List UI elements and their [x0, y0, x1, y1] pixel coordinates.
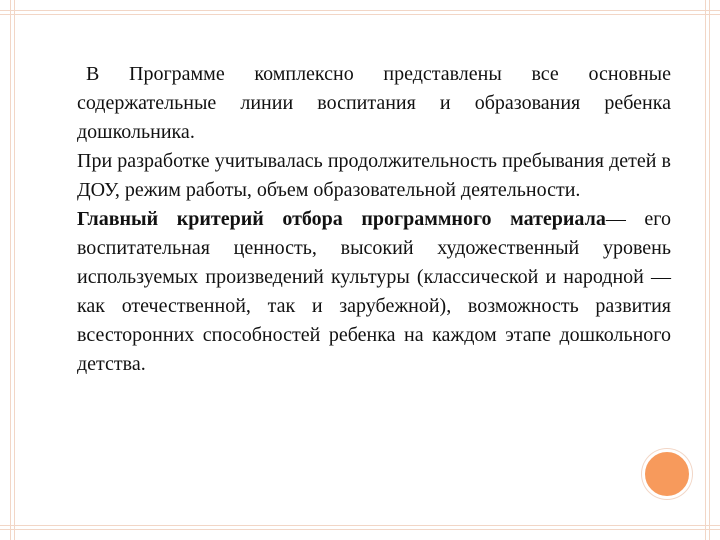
decorative-circle — [642, 449, 692, 499]
paragraph-selection-criterion — [77, 205, 671, 379]
slide-body — [77, 60, 671, 379]
paragraph-development-factors: При разработке учитывалась продолжительность пребывания детей в ДОУ, режим работы, объем образовательной деятельности. — [77, 150, 671, 201]
criterion-text: — его воспитательная ценность, высокий художественный уровень используемых произведений культуры (классической и народной — как отечественной, так и зарубежной), возможность развития всесторонних способностей ребенка на каждом этапе дошкольного детства. — [77, 208, 672, 375]
frame-line-right-outer — [709, 0, 710, 540]
frame-line-left-outer — [10, 0, 11, 540]
frame-line-bottom-inner — [0, 525, 720, 526]
frame-line-top-outer — [0, 10, 720, 11]
paragraph-program-overview: В Программе комплексно представлены все основные содержательные линии воспитания и образования ребенка дошкольника. — [77, 63, 671, 143]
frame-line-left-inner — [14, 0, 15, 540]
frame-line-top-inner — [0, 14, 720, 15]
frame-line-bottom-outer — [0, 529, 720, 530]
frame-line-right-inner — [705, 0, 706, 540]
criterion-heading: Главный критерий отбора программного материала — [77, 208, 606, 230]
